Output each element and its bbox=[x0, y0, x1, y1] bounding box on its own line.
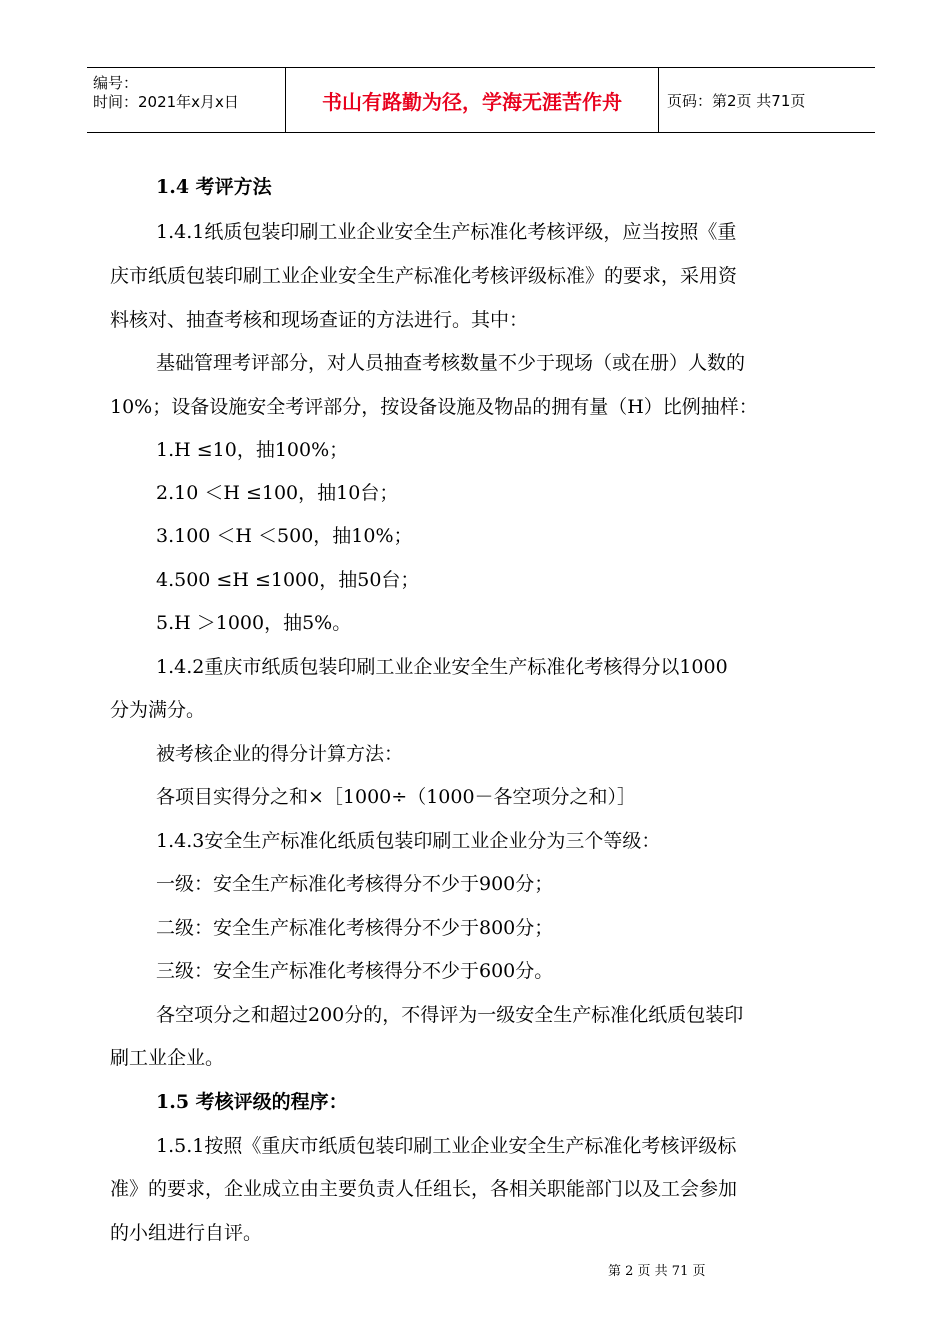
header-page-info: 页码：第2页 共71页 bbox=[667, 91, 806, 110]
formula-line: 各项目实得分之和×［1000÷（1000－各空项分之和）］ bbox=[156, 786, 637, 808]
paragraph-line: 基础管理考评部分，对人员抽查考核数量不少于现场（或在册）人数的 bbox=[156, 352, 746, 374]
list-item: 2.10 ＜H ≤100，抽10台； bbox=[156, 482, 399, 504]
paragraph-line: 庆市纸质包装印刷工业企业安全生产标准化考核评级标准》的要求，采用资 bbox=[110, 265, 738, 287]
paragraph-line: 1.5.1按照《重庆市纸质包装印刷工业企业安全生产标准化考核评级标 bbox=[156, 1135, 737, 1157]
list-item: 二级：安全生产标准化考核得分不少于800分； bbox=[156, 917, 554, 939]
paragraph-line: 分为满分。 bbox=[110, 699, 206, 721]
list-item: 一级：安全生产标准化考核得分不少于900分； bbox=[156, 873, 554, 895]
paragraph-line: 10%；设备设施安全考评部分，按设备设施及物品的拥有量（H）比例抽样： bbox=[110, 396, 758, 418]
paragraph-line: 被考核企业的得分计算方法： bbox=[156, 743, 404, 765]
list-item: 4.500 ≤H ≤1000，抽50台； bbox=[156, 569, 420, 591]
paragraph-line: 各空项分之和超过200分的，不得评为一级安全生产标准化纸质包装印 bbox=[156, 1004, 744, 1026]
document-number-label: 编号： bbox=[93, 74, 139, 92]
paragraph-line: 1.4.2重庆市纸质包装印刷工业企业安全生产标准化考核得分以1000 bbox=[156, 656, 728, 678]
list-item: 3.100 ＜H ＜500，抽10%； bbox=[156, 525, 413, 547]
paragraph-line: 1.4.3安全生产标准化纸质包装印刷工业企业分为三个等级： bbox=[156, 830, 661, 852]
header-motto: 书山有路勤为径，学海无涯苦作舟 bbox=[286, 68, 659, 132]
section-heading-1-4: 1.4 考评方法 bbox=[156, 176, 272, 198]
document-time-label: 时间：2021年x月x日 bbox=[93, 93, 239, 111]
paragraph-line: 刷工业企业。 bbox=[110, 1047, 225, 1069]
list-item: 三级：安全生产标准化考核得分不少于600分。 bbox=[156, 960, 554, 982]
section-heading-1-5: 1.5 考核评级的程序： bbox=[156, 1091, 348, 1113]
paragraph-line: 的小组进行自评。 bbox=[110, 1222, 263, 1244]
page-header bbox=[87, 67, 875, 133]
header-meta-cell bbox=[87, 68, 286, 132]
paragraph-line: 准》的要求，企业成立由主要负责人任组长，各相关职能部门以及工会参加 bbox=[110, 1178, 738, 1200]
paragraph-line: 1.4.1纸质包装印刷工业企业安全生产标准化考核评级，应当按照《重 bbox=[156, 221, 737, 243]
paragraph-line: 料核对、抽查考核和现场查证的方法进行。其中： bbox=[110, 309, 529, 331]
list-item: 1.H ≤10，抽100%； bbox=[156, 439, 349, 461]
footer-page-number: 第 2 页 共 71 页 bbox=[608, 1264, 706, 1279]
list-item: 5.H ＞1000，抽5%。 bbox=[156, 612, 352, 634]
